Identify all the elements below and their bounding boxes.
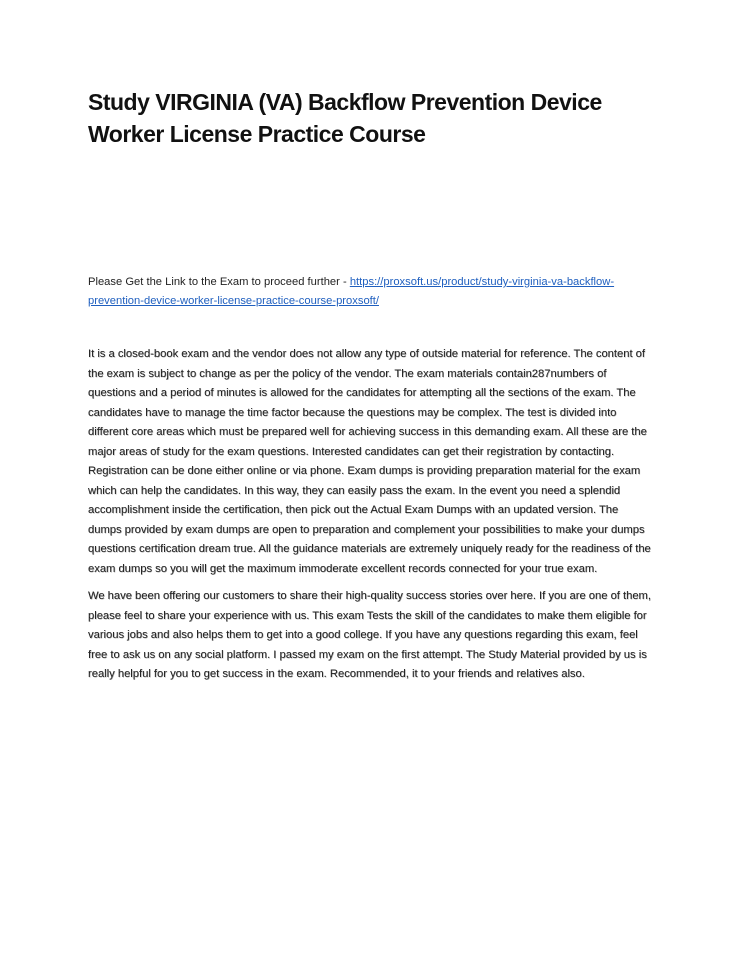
link-intro-text: Please Get the Link to the Exam to proceed further -: [88, 276, 350, 288]
document-title: Study VIRGINIA (VA) Backflow Prevention Device Worker License Practice Course: [88, 89, 602, 147]
document-body: [88, 345, 653, 685]
exam-product-link[interactable]: https://proxsoft.us/product/study-virginia-va-backflow-prevention-device-worker-license-practice-course-proxsoft/: [88, 276, 615, 307]
body-paragraph-1: It is a closed-book exam and the vendor does not allow any type of outside material for reference. The content of the exam is subject to change as per the policy of the vendor. The exam materials contain287numbers of questions and a period of minutes is allowed for the candidates for attempting all the sections of the exam. The candidates have to manage the time factor because the questions may be complex. The test is divided into different core areas which must be prepared well for achieving success in this demanding exam. All these are the major areas of study for the exam questions. Interested candidates can get their registration by contacting. Registration can be done either online or via phone. Exam dumps is providing preparation material for the exam which can help the candidates. In this way, they can easily pass the exam. In the event you need a splendid accomplishment inside the certification, then pick out the Actual Exam Dumps with an updated version. The dumps provided by exam dumps are open to preparation and complement your possibilities to make your dumps questions certification dream true. All the guidance materials are extremely uniquely ready for the readiness of the exam dumps so you will get the maximum immoderate excellent records connected for your true exam.: [88, 348, 651, 575]
body-paragraph-2: We have been offering our customers to share their high-quality success stories over here. If you are one of them, please feel to share your experience with us. This exam Tests the skill of the candidates to make them eligible for various jobs and also helps them to get into a good college. If you have any questions regarding this exam, feel free to ask us on any social platform. I passed my exam on the first attempt. The Study Material provided by us is really helpful for you to get success in the exam. Recommended, it to your friends and relatives also.: [88, 590, 651, 680]
exam-link-paragraph: [88, 273, 648, 311]
